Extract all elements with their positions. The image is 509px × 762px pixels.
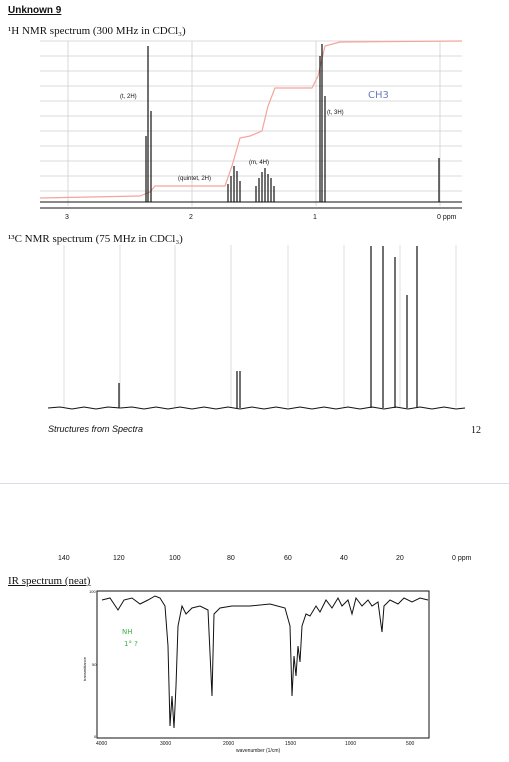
ir-ylabel: transmittance	[82, 656, 87, 681]
ir-handwritten-1-degree: 1° ?	[124, 640, 138, 648]
ir-xtick-1000: 1000	[345, 741, 357, 747]
h1-tick-3: 3	[65, 214, 69, 221]
c13-tick-100: 100	[169, 555, 181, 562]
ir-xtick-3000: 3000	[160, 741, 172, 747]
ir-xlabel: wavenumber (1/cm)	[236, 748, 281, 754]
c13-tick-120: 120	[113, 555, 125, 562]
c13-tick-60: 60	[284, 555, 292, 562]
h1-tick-1: 1	[313, 214, 317, 221]
h1-nmr-spectrum	[0, 36, 509, 226]
c13-baseline-noise	[48, 407, 465, 409]
c13-tick-row	[0, 550, 509, 566]
ir-trace	[102, 596, 428, 728]
ir-xtick-2000: 2000	[223, 741, 235, 747]
h1-annotation-t2h: (t, 2H)	[120, 94, 137, 100]
h1-grid	[40, 41, 462, 206]
ir-ytick-100: 100	[89, 589, 96, 594]
c13-nmr-caption: ¹³C NMR spectrum (75 MHz in CDCl₃)	[8, 233, 183, 245]
h1-tick-2: 2	[189, 214, 193, 221]
structures-label: Structures from Spectra	[48, 424, 144, 434]
c13-peaks	[119, 246, 417, 408]
c13-tick-140: 140	[58, 555, 70, 562]
h1-handwritten-ch3: CH3	[368, 90, 389, 101]
c13-grid	[64, 245, 456, 407]
page-number: 12	[471, 425, 481, 436]
c13-tick-20: 20	[396, 555, 404, 562]
h1-tick-0: 0 ppm	[437, 214, 457, 221]
c13-tick-0: 0 ppm	[452, 555, 472, 562]
ir-spectrum	[0, 586, 509, 758]
ir-xtick-4000: 4000	[96, 741, 108, 747]
h1-integral-curve	[40, 41, 462, 198]
h1-annotation-t3h: (t, 3H)	[327, 110, 344, 116]
c13-tick-80: 80	[227, 555, 235, 562]
page-title: Unknown 9	[8, 5, 62, 16]
ir-handwritten-nh: NH	[122, 628, 133, 636]
c13-nmr-spectrum	[0, 243, 509, 418]
page-separator	[0, 483, 509, 484]
c13-tick-40: 40	[340, 555, 348, 562]
ir-ytick-0: 0	[94, 734, 97, 739]
ir-xtick-1500: 1500	[285, 741, 297, 747]
h1-nmr-caption: ¹H NMR spectrum (300 MHz in CDCl₃)	[8, 25, 186, 37]
ir-xtick-500: 500	[406, 741, 415, 747]
ir-ytick-50: 50	[92, 662, 97, 667]
h1-annotation-quintet: (quintet, 2H)	[178, 176, 212, 182]
ir-caption: IR spectrum (neat)	[8, 575, 91, 587]
h1-annotation-m4h: (m, 4H)	[249, 160, 269, 166]
